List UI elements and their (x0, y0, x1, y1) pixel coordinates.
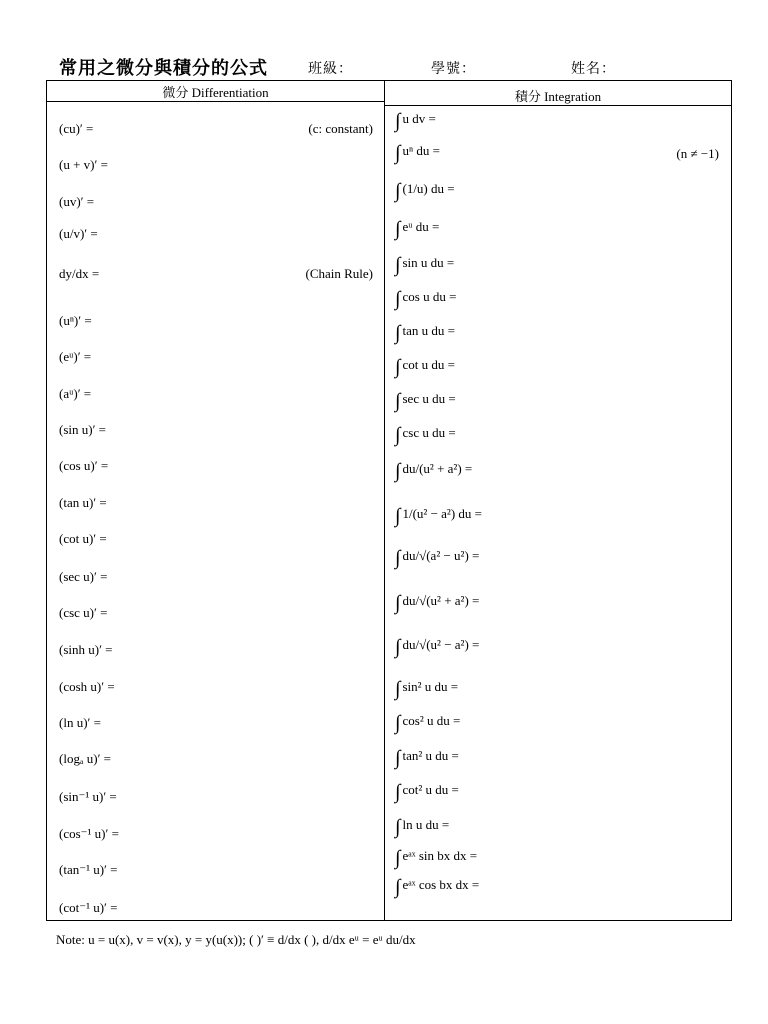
differentiation-header: 微分 Differentiation (162, 85, 269, 100)
integral-formula (395, 877, 479, 897)
derivative-formula: (sinh u)′ = (59, 642, 113, 657)
integral-sign-icon: ∫ (395, 180, 401, 202)
integral-formula (395, 425, 456, 445)
footnote: Note: u = u(x), v = v(x), y = y(u(x)); ( )′ ≡ d/dx ( ), d/dx eᵘ = eᵘ du/dx (56, 932, 416, 947)
derivative-formula: (eᵘ)′ = (59, 349, 92, 364)
derivative-formula: (cu)′ = (59, 121, 94, 136)
integral-formula (395, 111, 436, 131)
integral-sign-icon: ∫ (395, 322, 401, 344)
derivative-formula: (sin u)′ = (59, 422, 107, 437)
derivative-formula: (aᵘ)′ = (59, 386, 92, 401)
integral-sign-icon: ∫ (395, 592, 401, 614)
integral-sign-icon: ∫ (395, 424, 401, 446)
integral-sign-icon: ∫ (395, 218, 401, 240)
integral-expression: du/√(a² − u²) = (402, 548, 480, 563)
integral-sign-icon: ∫ (395, 876, 401, 898)
integral-formula (395, 506, 482, 526)
derivative-formula: (sin⁻¹ u)′ = (59, 789, 117, 804)
integral-sign-icon: ∫ (395, 390, 401, 412)
integral-expression: cos² u du = (402, 713, 461, 728)
integral-expression: du/√(u² + a²) = (402, 593, 480, 608)
integral-formula (395, 391, 456, 411)
integral-formula (395, 461, 472, 481)
derivative-formula: (u + v)′ = (59, 157, 108, 172)
integral-formula (395, 848, 477, 868)
derivative-formula: (sec u)′ = (59, 569, 108, 584)
derivative-formula: (tan u)′ = (59, 495, 107, 510)
column-divider (384, 81, 385, 920)
integral-expression: u dv = (402, 111, 436, 126)
name-label: 姓名： (571, 62, 616, 77)
derivative-formula: (tan⁻¹ u)′ = (59, 862, 118, 877)
integral-formula (395, 143, 440, 163)
integral-expression: du/(u² + a²) = (402, 461, 473, 476)
integral-formula (395, 748, 459, 768)
integral-expression: sin u du = (402, 255, 455, 270)
class-label: 班級： (308, 62, 353, 77)
student-number-label: 學號： (431, 62, 476, 77)
integral-formula (395, 289, 456, 309)
integral-formula (395, 637, 479, 657)
integral-expression: tan u du = (402, 323, 455, 338)
derivative-formula: (csc u)′ = (59, 605, 108, 620)
integral-formula (395, 593, 479, 613)
integral-sign-icon: ∫ (395, 110, 401, 132)
header-rule-left (47, 101, 384, 102)
integral-expression: cot u du = (402, 357, 455, 372)
header-rule-right (384, 105, 731, 106)
integral-formula (395, 817, 449, 837)
integral-expression: 1/(u² − a²) du = (402, 506, 482, 521)
derivative-formula: (cot u)′ = (59, 531, 107, 546)
integral-sign-icon: ∫ (395, 254, 401, 276)
integral-formula (395, 782, 459, 802)
derivative-formula: (cot⁻¹ u)′ = (59, 900, 118, 915)
integral-expression: cos u du = (402, 289, 457, 304)
integral-expression: cot² u du = (402, 782, 459, 797)
page-title: 常用之微分與積分的公式 (59, 58, 268, 78)
header (56, 54, 728, 80)
derivative-formula: (u/v)′ = (59, 226, 98, 241)
integral-expression: eᵃˣ cos bx dx = (402, 877, 480, 892)
integration-header: 積分 Integration (514, 89, 602, 104)
integral-formula (395, 181, 455, 201)
integral-expression: uⁿ du = (402, 143, 440, 158)
integral-expression: tan² u du = (402, 748, 459, 763)
integral-sign-icon: ∫ (395, 636, 401, 658)
integral-expression: du/√(u² − a²) = (402, 637, 480, 652)
derivative-formula: (uⁿ)′ = (59, 313, 92, 328)
integral-expression: (1/u) du = (402, 181, 455, 196)
integral-expression: csc u du = (402, 425, 456, 440)
integral-note: (n ≠ −1) (676, 146, 719, 161)
derivative-formula: (ln u)′ = (59, 715, 101, 730)
integral-formula (395, 323, 455, 343)
integral-sign-icon: ∫ (395, 288, 401, 310)
integral-expression: eᵃˣ sin bx dx = (402, 848, 478, 863)
derivative-formula: (cos u)′ = (59, 458, 109, 473)
integral-sign-icon: ∫ (395, 547, 401, 569)
integral-formula (395, 219, 439, 239)
integral-expression: eᵘ du = (402, 219, 440, 234)
integral-formula (395, 713, 460, 733)
derivative-formula: (uv)′ = (59, 194, 95, 209)
derivative-formula: (logₐ u)′ = (59, 751, 111, 766)
integral-formula (395, 357, 455, 377)
integral-expression: sin² u du = (402, 679, 459, 694)
integral-sign-icon: ∫ (395, 712, 401, 734)
integral-sign-icon: ∫ (395, 847, 401, 869)
integral-sign-icon: ∫ (395, 460, 401, 482)
integral-expression: ln u du = (402, 817, 450, 832)
derivative-note: (c: constant) (308, 121, 373, 136)
integral-formula (395, 679, 458, 699)
integral-formula (395, 548, 479, 568)
integral-formula (395, 255, 454, 275)
integral-sign-icon: ∫ (395, 505, 401, 527)
derivative-note: (Chain Rule) (305, 266, 373, 281)
integral-sign-icon: ∫ (395, 356, 401, 378)
formula-table (46, 80, 732, 921)
integral-sign-icon: ∫ (395, 142, 401, 164)
integral-expression: sec u du = (402, 391, 456, 406)
derivative-formula: dy/dx = (59, 266, 100, 281)
integral-sign-icon: ∫ (395, 678, 401, 700)
derivative-formula: (cos⁻¹ u)′ = (59, 826, 119, 841)
integral-sign-icon: ∫ (395, 747, 401, 769)
integral-sign-icon: ∫ (395, 781, 401, 803)
derivative-formula: (cosh u)′ = (59, 679, 115, 694)
integral-sign-icon: ∫ (395, 816, 401, 838)
